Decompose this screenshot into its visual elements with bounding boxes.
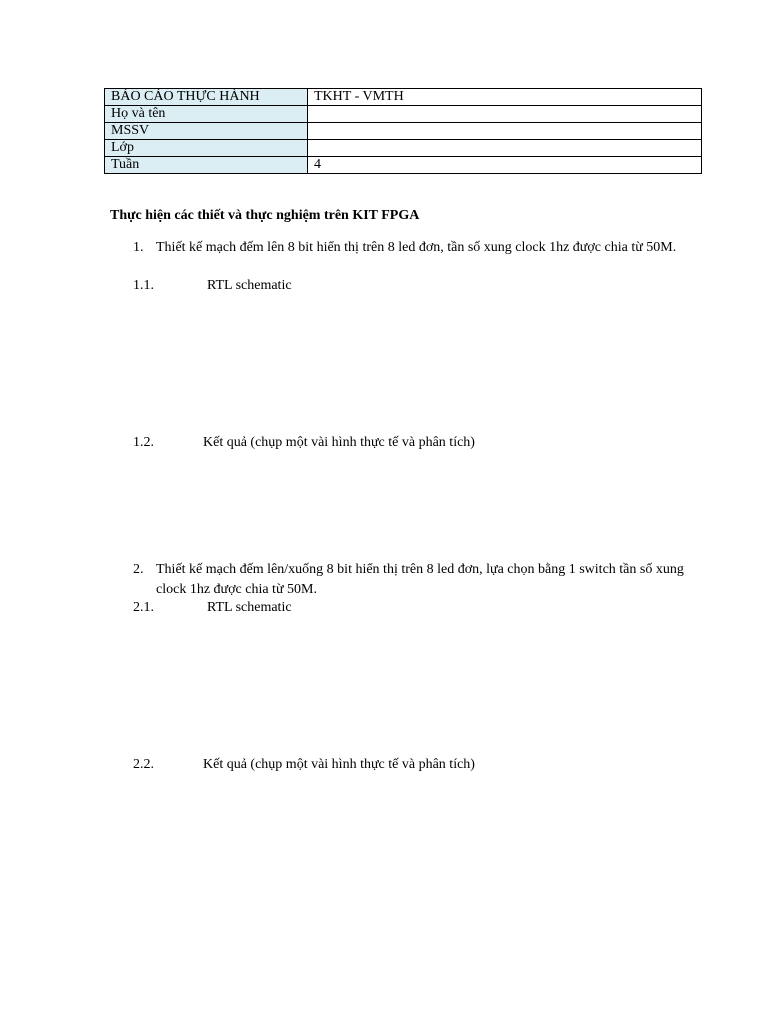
table-row	[105, 123, 702, 140]
student-id-label: MSSV	[105, 123, 308, 140]
sub-item-number: 1.2.	[133, 435, 154, 450]
sub-item-1-2	[133, 434, 475, 452]
sub-item-text: RTL schematic	[207, 600, 292, 615]
section-title: Thực hiện các thiết và thực nghiệm trên KIT FPGA	[110, 208, 420, 223]
list-item-number: 1.	[133, 240, 144, 255]
sub-item-number: 2.2.	[133, 757, 154, 772]
class-label: Lớp	[105, 140, 308, 157]
sub-item-2-1	[133, 599, 292, 617]
sub-item-2-2	[133, 756, 475, 774]
sub-item-1-1	[133, 277, 292, 295]
report-info-table	[104, 88, 702, 174]
list-item-1	[133, 238, 703, 258]
sub-item-number: 2.1.	[133, 600, 154, 615]
full-name-value	[308, 106, 702, 123]
list-item-text: Thiết kế mạch đếm lên 8 bit hiển thị trên 8 led đơn, tần số xung clock 1hz được chia từ 50M.	[156, 240, 677, 255]
table-row	[105, 89, 702, 106]
list-item-number: 2.	[133, 562, 144, 577]
week-label: Tuần	[105, 157, 308, 174]
sub-item-text: RTL schematic	[207, 278, 292, 293]
list-item-text: Thiết kế mạch đếm lên/xuống 8 bit hiển thị trên 8 led đơn, lựa chọn bằng 1 switch tần số xung clock 1hz được chia từ 50M.	[156, 562, 684, 597]
list-item-2	[133, 560, 703, 600]
student-id-value	[308, 123, 702, 140]
full-name-label: Họ và tên	[105, 106, 308, 123]
sub-item-text: Kết quả (chụp một vài hình thực tế và phân tích)	[203, 757, 475, 772]
table-row	[105, 140, 702, 157]
report-title-label: BÁO CÁO THỰC HÀNH	[105, 89, 308, 106]
class-value	[308, 140, 702, 157]
report-title-value: TKHT - VMTH	[308, 89, 702, 106]
table-row	[105, 106, 702, 123]
sub-item-number: 1.1.	[133, 278, 154, 293]
table-row	[105, 157, 702, 174]
sub-item-text: Kết quả (chụp một vài hình thực tế và phân tích)	[203, 435, 475, 450]
week-value: 4	[308, 157, 702, 174]
